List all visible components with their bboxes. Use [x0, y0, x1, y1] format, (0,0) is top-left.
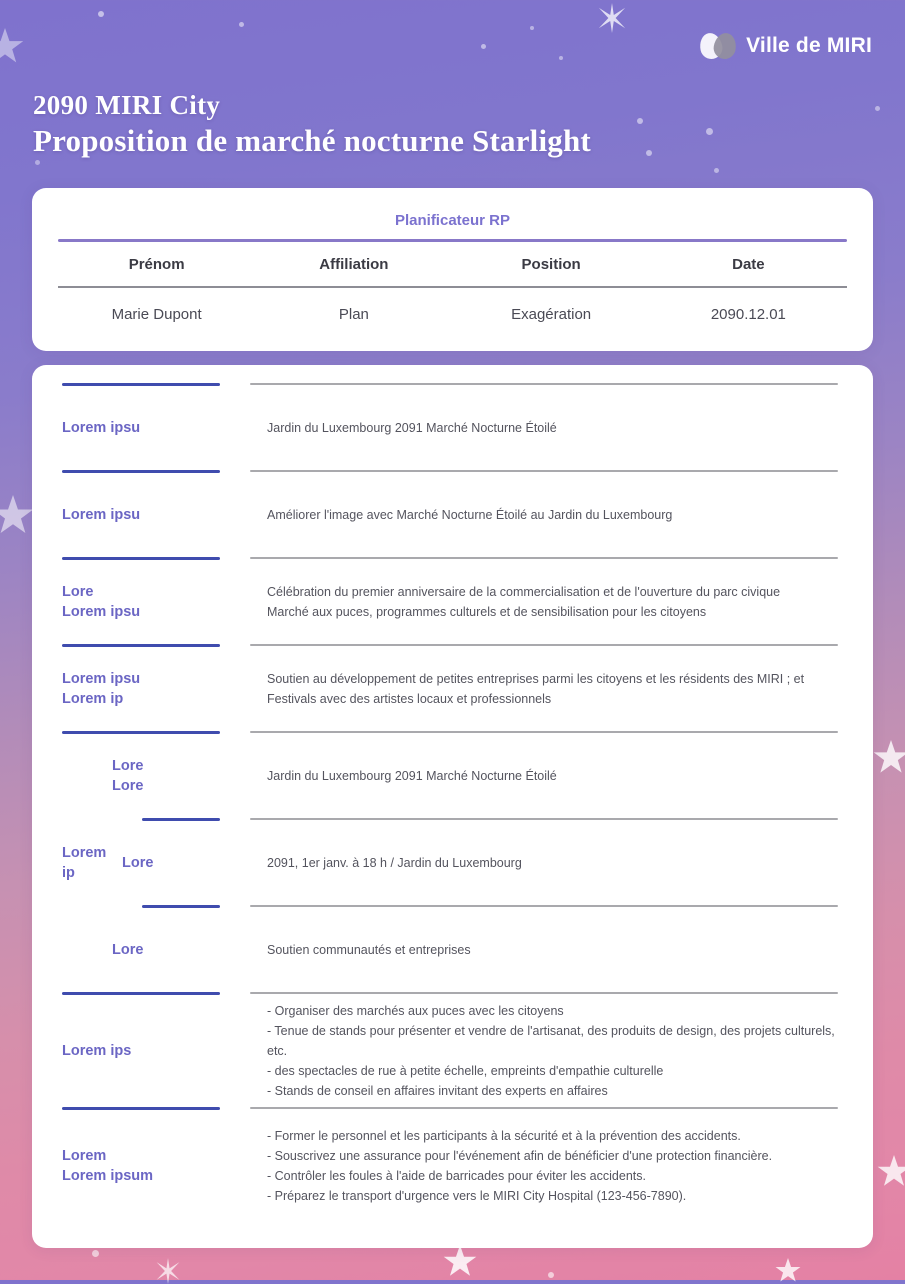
row-label: Lorem ipsu — [62, 507, 141, 523]
row-inner-label-slot — [112, 843, 250, 883]
row-label: Lorem ipsu — [62, 671, 141, 687]
content-row — [32, 386, 873, 470]
row-text-line: - Souscrivez une assurance pour l'événement afin de bénéficier d'une protection financière. — [267, 1149, 773, 1163]
row-label: Lore — [112, 942, 144, 958]
row-label-group — [32, 1110, 250, 1222]
row-text-line: - Organiser des marchés aux puces avec les citoyens — [267, 1004, 564, 1018]
row-text-line: - Former le personnel et les participants à la sécurité et à la prévention des accidents. — [267, 1129, 741, 1143]
row-label: Lore — [112, 758, 144, 774]
row-divider — [32, 365, 873, 386]
row-outer-label-slot — [32, 756, 112, 796]
row-label-group — [32, 908, 250, 992]
proposal-content-card — [32, 365, 873, 1248]
row-inner-label-slot — [112, 756, 250, 796]
title-line-2: Proposition de marché nocturne Starlight — [33, 123, 591, 158]
row-label: Lorem ips — [62, 1043, 132, 1059]
brand-name: Ville de MIRI — [746, 34, 872, 57]
row-label-group — [32, 821, 250, 905]
row-label: Lore — [122, 855, 154, 871]
brand-logo-group — [700, 33, 872, 59]
table-header-row — [58, 242, 847, 287]
row-text-line: - Stands de conseil en affaires invitant des experts en affaires — [267, 1084, 608, 1098]
row-content — [250, 1110, 873, 1222]
content-row — [32, 473, 873, 557]
row-label: Lorem ip — [62, 691, 124, 707]
content-row — [32, 821, 873, 905]
row-content — [250, 908, 873, 992]
row-text-line: Améliorer l'image avec Marché Nocturne Étoilé au Jardin du Luxembourg — [267, 508, 673, 522]
row-text-line: Jardin du Luxembourg 2091 Marché Nocturne Étoilé — [267, 769, 557, 783]
page-title — [33, 88, 591, 160]
row-text-line: - Contrôler les foules à l'aide de barricades pour éviter les accidents. — [267, 1169, 646, 1183]
row-content — [250, 473, 873, 557]
row-label-group — [32, 995, 250, 1107]
row-label-group — [32, 386, 250, 470]
row-text-line: Jardin du Luxembourg 2091 Marché Nocturne Étoilé — [267, 421, 557, 435]
row-text-line: Soutien communautés et entreprises — [267, 943, 471, 957]
row-label-group — [32, 647, 250, 731]
row-label: Lorem ipsu — [62, 420, 141, 436]
row-label-group — [32, 473, 250, 557]
row-text-line: Festivals avec des artistes locaux et professionnels — [267, 692, 552, 706]
row-content — [250, 386, 873, 470]
content-row — [32, 995, 873, 1107]
row-content — [250, 995, 873, 1107]
row-text-line: - Préparez le transport d'urgence vers le MIRI City Hospital (123-456-7890). — [267, 1189, 687, 1203]
row-outer-label: Lorem ip — [62, 845, 107, 881]
row-outer-label-slot — [32, 940, 112, 960]
sparkle-icon — [155, 1258, 181, 1284]
row-label: Lorem ipsum — [62, 1168, 154, 1184]
page-header — [0, 0, 905, 188]
planner-table — [58, 242, 847, 329]
star-icon — [443, 1245, 477, 1279]
table-cell: 2090.12.01 — [710, 306, 786, 323]
row-label: Lore — [62, 584, 94, 600]
column-header: Prénom — [58, 242, 255, 287]
row-label: Lorem ipsu — [62, 604, 141, 620]
row-label: Lore — [112, 778, 144, 794]
content-row — [32, 560, 873, 644]
row-text-line: - des spectacles de rue à petite échelle, empreints d'empathie culturelle — [267, 1064, 664, 1078]
decor-dot — [548, 1272, 554, 1278]
row-content — [250, 821, 873, 905]
column-header: Position — [453, 242, 650, 287]
star-icon — [0, 495, 34, 537]
row-content — [250, 560, 873, 644]
content-row — [32, 734, 873, 818]
table-cell: Plan — [338, 306, 369, 323]
star-icon — [873, 740, 905, 776]
table-cell: Marie Dupont — [111, 306, 202, 323]
row-text-line: 2091, 1er janv. à 18 h / Jardin du Luxembourg — [267, 856, 522, 870]
title-line-1: 2090 MIRI City — [33, 90, 221, 120]
planner-caption: Planificateur RP — [394, 212, 511, 229]
content-row — [32, 647, 873, 731]
row-label: Lorem — [62, 1148, 107, 1164]
row-label-group — [32, 560, 250, 644]
star-icon — [775, 1258, 801, 1284]
row-text-line: Célébration du premier anniversaire de la commercialisation et de l'ouverture du parc civique — [267, 585, 781, 599]
content-row — [32, 1110, 873, 1222]
row-inner-label-slot — [112, 940, 250, 960]
row-text-line: - Tenue de stands pour présenter et vendre de l'artisanat, des produits de design, des projets culturels, etc. — [267, 1024, 835, 1058]
planner-card — [32, 188, 873, 351]
column-header: Date — [650, 242, 847, 287]
content-row — [32, 908, 873, 992]
table-cell: Exagération — [511, 306, 592, 323]
star-icon — [877, 1155, 905, 1189]
table-row — [58, 287, 847, 329]
decor-dot — [92, 1250, 99, 1257]
row-label-group — [32, 734, 250, 818]
row-content — [250, 647, 873, 731]
row-outer-label-slot — [32, 843, 112, 883]
column-header: Affiliation — [255, 242, 452, 287]
row-content — [250, 734, 873, 818]
row-text-line: Soutien au développement de petites entreprises parmi les citoyens et les résidents des MIRI ; et — [267, 672, 805, 686]
heart-pair-logo-icon — [700, 33, 736, 59]
row-text-line: Marché aux puces, programmes culturels et de sensibilisation pour les citoyens — [267, 605, 707, 619]
